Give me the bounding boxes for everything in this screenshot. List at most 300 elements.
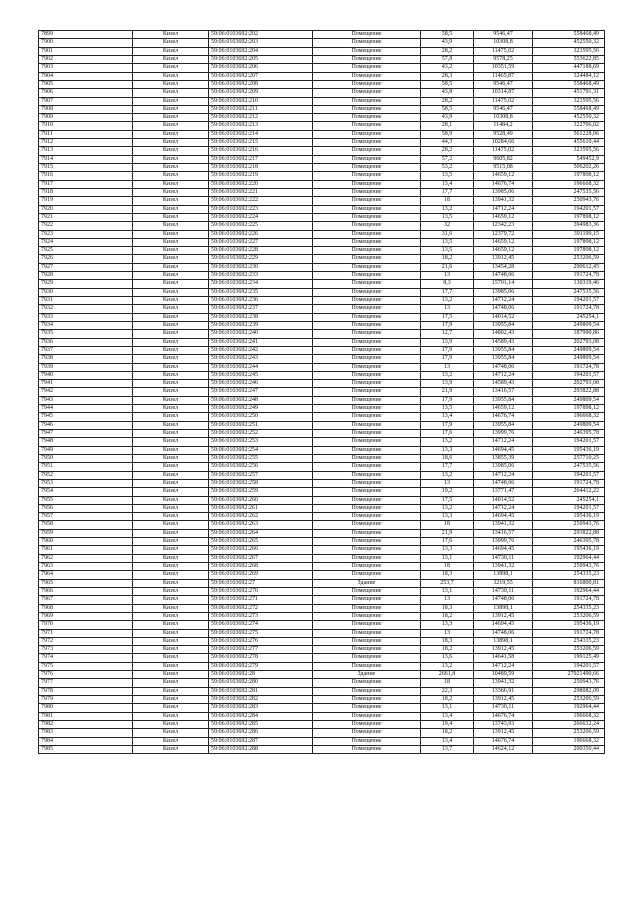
cadastral-number-cell: 59:06:0103692:257 (209, 471, 313, 479)
city-cell: Кизел (133, 172, 209, 180)
cadastral-value-cell: 549452,9 (533, 155, 605, 163)
specific-value-cell: 13898,1 (474, 571, 533, 579)
city-cell: Кизел (133, 321, 209, 329)
cadastral-value-cell: 253206,59 (533, 646, 605, 654)
area-cell: 31,6 (421, 230, 474, 238)
area-cell: 22,3 (421, 687, 474, 695)
object-type-cell: Помещение (313, 47, 421, 55)
cadastral-value-cell: 816800,81 (533, 579, 605, 587)
row-number: 7967 (39, 596, 133, 604)
specific-value-cell: 14014,52 (474, 313, 533, 321)
table-row (39, 563, 605, 571)
area-cell: 43,2 (421, 64, 474, 72)
cadastral-value-cell: 27921490,66 (533, 671, 605, 679)
specific-value-cell: 10308,8 (474, 114, 533, 122)
city-cell: Кизел (133, 504, 209, 512)
specific-value-cell: 11475,02 (474, 147, 533, 155)
area-cell: 58,9 (421, 130, 474, 138)
cadastral-number-cell: 59:06:0103692:206 (209, 64, 313, 72)
row-number: 7909 (39, 114, 133, 122)
row-number: 7938 (39, 355, 133, 363)
cadastral-value-cell: 191724,78 (533, 479, 605, 487)
cadastral-number-cell: 59:06:0103692:243 (209, 355, 313, 363)
object-type-cell: Помещение (313, 554, 421, 562)
specific-value-cell: 14712,24 (474, 297, 533, 305)
cadastral-number-cell: 59:06:0103692:273 (209, 612, 313, 620)
cadastral-value-cell: 391199,15 (533, 230, 605, 238)
row-number: 7932 (39, 305, 133, 313)
cadastral-value-cell: 202793,08 (533, 338, 605, 346)
area-cell: 18,2 (421, 255, 474, 263)
row-number: 7935 (39, 330, 133, 338)
area-cell: 18 (421, 197, 474, 205)
row-number: 7958 (39, 521, 133, 529)
object-type-cell: Помещение (313, 513, 421, 521)
area-cell: 43,8 (421, 89, 474, 97)
cadastral-value-cell: 191724,78 (533, 363, 605, 371)
area-cell: 19,4 (421, 720, 474, 728)
row-number: 7943 (39, 396, 133, 404)
cadastral-number-cell: 59:06:0103692:212 (209, 114, 313, 122)
cadastral-number-cell: 59:06:0103692:249 (209, 405, 313, 413)
row-number: 7916 (39, 172, 133, 180)
area-cell: 18 (421, 521, 474, 529)
table-row (39, 39, 605, 47)
city-cell: Кизел (133, 105, 209, 113)
area-cell: 13,2 (421, 662, 474, 670)
specific-value-cell: 13416,57 (474, 529, 533, 537)
row-number: 7912 (39, 139, 133, 147)
area-cell: 32 (421, 222, 474, 230)
row-number: 7950 (39, 454, 133, 462)
cadastral-number-cell: 59:06:0103692:242 (209, 346, 313, 354)
cadastral-number-cell: 59:06:0103692:207 (209, 72, 313, 80)
cadastral-number-cell: 59:06:0103692:245 (209, 371, 313, 379)
table-row (39, 604, 605, 612)
city-cell: Кизел (133, 438, 209, 446)
city-cell: Кизел (133, 313, 209, 321)
cadastral-value-cell: 324484,12 (533, 72, 605, 80)
cadastral-number-cell: 59:06:0103692:253 (209, 438, 313, 446)
cadastral-number-cell: 59:06:0103692:264 (209, 529, 313, 537)
cadastral-value-cell: 250943,76 (533, 197, 605, 205)
table-row (39, 571, 605, 579)
area-cell: 13,3 (421, 446, 474, 454)
cadastral-number-cell: 59:06:0103692:27 (209, 579, 313, 587)
cadastral-value-cell: 194201,57 (533, 662, 605, 670)
city-cell: Кизел (133, 587, 209, 595)
cadastral-number-cell: 59:06:0103692:218 (209, 164, 313, 172)
cadastral-number-cell: 59:06:0103692:282 (209, 696, 313, 704)
cadastral-value-cell: 195436,19 (533, 446, 605, 454)
cadastral-number-cell: 59:06:0103692:259 (209, 488, 313, 496)
specific-value-cell: 14659,12 (474, 172, 533, 180)
city-cell: Кизел (133, 230, 209, 238)
row-number: 7920 (39, 205, 133, 213)
cadastral-value-cell: 245254,1 (533, 496, 605, 504)
row-number: 7939 (39, 363, 133, 371)
cadastral-value-cell: 194201,57 (533, 471, 605, 479)
area-cell: 43,9 (421, 39, 474, 47)
city-cell: Кизел (133, 621, 209, 629)
city-cell: Кизел (133, 31, 209, 39)
city-cell: Кизел (133, 371, 209, 379)
area-cell: 253,7 (421, 579, 474, 587)
area-cell: 17,7 (421, 288, 474, 296)
specific-value-cell: 13999,76 (474, 430, 533, 438)
city-cell: Кизел (133, 662, 209, 670)
table-row (39, 164, 605, 172)
area-cell: 17,9 (421, 355, 474, 363)
specific-value-cell: 14712,24 (474, 471, 533, 479)
object-type-cell: Помещение (313, 496, 421, 504)
city-cell: Кизел (133, 213, 209, 221)
city-cell: Кизел (133, 97, 209, 105)
cadastral-value-cell: 254335,23 (533, 637, 605, 645)
city-cell: Кизел (133, 272, 209, 280)
cadastral-value-cell: 247535,56 (533, 288, 605, 296)
row-number: 7977 (39, 679, 133, 687)
specific-value-cell: 14712,24 (474, 662, 533, 670)
specific-value-cell: 14659,12 (474, 213, 533, 221)
cadastral-value-cell: 290612,45 (533, 263, 605, 271)
area-cell: 18,3 (421, 637, 474, 645)
row-number: 7978 (39, 687, 133, 695)
cadastral-value-cell: 195436,19 (533, 621, 605, 629)
city-cell: Кизел (133, 147, 209, 155)
specific-value-cell: 14659,12 (474, 238, 533, 246)
specific-value-cell: 14748,06 (474, 479, 533, 487)
area-cell: 28,2 (421, 147, 474, 155)
object-type-cell: Помещение (313, 197, 421, 205)
table-row (39, 612, 605, 620)
area-cell: 28,2 (421, 47, 474, 55)
object-type-cell: Помещение (313, 629, 421, 637)
row-number: 7970 (39, 621, 133, 629)
cadastral-number-cell: 59:06:0103692:270 (209, 587, 313, 595)
area-cell: 13,4 (421, 737, 474, 745)
city-cell: Кизел (133, 330, 209, 338)
table-row (39, 380, 605, 388)
cadastral-value-cell: 250943,76 (533, 563, 605, 571)
cadastral-value-cell: 323595,56 (533, 47, 605, 55)
row-number: 7949 (39, 446, 133, 454)
area-cell: 17,9 (421, 421, 474, 429)
specific-value-cell: 14694,45 (474, 546, 533, 554)
city-cell: Кизел (133, 338, 209, 346)
specific-value-cell: 9546,47 (474, 31, 533, 39)
specific-value-cell: 14589,43 (474, 380, 533, 388)
specific-value-cell: 14694,45 (474, 446, 533, 454)
specific-value-cell: 10308,8 (474, 39, 533, 47)
city-cell: Кизел (133, 479, 209, 487)
area-cell: 13,2 (421, 297, 474, 305)
specific-value-cell: 13454,28 (474, 263, 533, 271)
object-type-cell: Помещение (313, 213, 421, 221)
object-type-cell: Помещение (313, 280, 421, 288)
cadastral-number-cell: 59:06:0103692:235 (209, 288, 313, 296)
object-type-cell: Помещение (313, 571, 421, 579)
specific-value-cell: 9546,47 (474, 80, 533, 88)
row-number: 7957 (39, 513, 133, 521)
object-type-cell: Помещение (313, 164, 421, 172)
city-cell: Кизел (133, 488, 209, 496)
cadastral-value-cell: 558468,49 (533, 105, 605, 113)
area-cell: 13,1 (421, 554, 474, 562)
cadastral-number-cell: 59:06:0103692:262 (209, 513, 313, 521)
table-row (39, 388, 605, 396)
cadastral-value-cell: 194201,57 (533, 438, 605, 446)
city-cell: Кизел (133, 546, 209, 554)
table-row (39, 729, 605, 737)
city-cell: Кизел (133, 421, 209, 429)
specific-value-cell: 13985,06 (474, 288, 533, 296)
area-cell: 13,4 (421, 413, 474, 421)
object-type-cell: Помещение (313, 230, 421, 238)
city-cell: Кизел (133, 463, 209, 471)
area-cell: 18,2 (421, 646, 474, 654)
specific-value-cell: 14712,24 (474, 205, 533, 213)
object-type-cell: Помещение (313, 222, 421, 230)
table-row (39, 313, 605, 321)
cadastral-number-cell: 59:06:0103692:221 (209, 188, 313, 196)
area-cell: 8,3 (421, 280, 474, 288)
row-number: 7965 (39, 579, 133, 587)
area-cell: 13,4 (421, 712, 474, 720)
area-cell: 17,9 (421, 321, 474, 329)
cadastral-value-cell: 191724,78 (533, 305, 605, 313)
row-number: 7963 (39, 563, 133, 571)
cadastral-number-cell: 59:06:0103692:271 (209, 596, 313, 604)
row-number: 7982 (39, 720, 133, 728)
cadastral-number-cell: 59:06:0103692:220 (209, 180, 313, 188)
cadastral-number-cell: 59:06:0103692:287 (209, 737, 313, 745)
area-cell: 13,2 (421, 471, 474, 479)
cadastral-value-cell: 194201,57 (533, 297, 605, 305)
cadastral-value-cell: 200350,44 (533, 745, 605, 753)
table-row (39, 330, 605, 338)
cadastral-value-cell: 196668,32 (533, 413, 605, 421)
cadastral-number-cell: 59:06:0103692:210 (209, 97, 313, 105)
city-cell: Кизел (133, 737, 209, 745)
table-row (39, 47, 605, 55)
specific-value-cell: 14676,74 (474, 180, 533, 188)
cadastral-number-cell: 59:06:0103692:266 (209, 546, 313, 554)
cadastral-number-cell: 59:06:0103692:223 (209, 205, 313, 213)
cadastral-number-cell: 59:06:0103692:228 (209, 247, 313, 255)
cadastral-value-cell: 452550,32 (533, 114, 605, 122)
cadastral-number-cell: 59:06:0103692:211 (209, 105, 313, 113)
area-cell: 13,2 (421, 504, 474, 512)
cadastral-number-cell: 59:06:0103692:222 (209, 197, 313, 205)
table-row (39, 646, 605, 654)
row-number: 7980 (39, 704, 133, 712)
cadastral-number-cell: 59:06:0103692:280 (209, 679, 313, 687)
area-cell: 13,3 (421, 513, 474, 521)
area-cell: 13 (421, 363, 474, 371)
table-row (39, 579, 605, 587)
cadastral-value-cell: 191724,78 (533, 272, 605, 280)
row-number: 7919 (39, 197, 133, 205)
specific-value-cell: 14802,43 (474, 330, 533, 338)
cadastral-value-cell: 394983,36 (533, 222, 605, 230)
cadastral-value-cell: 322706,02 (533, 122, 605, 130)
specific-value-cell: 10351,59 (474, 64, 533, 72)
row-number: 7941 (39, 380, 133, 388)
cadastral-value-table (38, 30, 605, 754)
specific-value-cell: 13912,45 (474, 696, 533, 704)
cadastral-value-cell: 249809,54 (533, 355, 605, 363)
city-cell: Кизел (133, 280, 209, 288)
table-row (39, 80, 605, 88)
row-number: 7904 (39, 72, 133, 80)
table-row (39, 188, 605, 196)
area-cell: 12,7 (421, 330, 474, 338)
row-number: 7975 (39, 662, 133, 670)
specific-value-cell: 14624,12 (474, 745, 533, 753)
row-number: 7944 (39, 405, 133, 413)
specific-value-cell: 14014,52 (474, 496, 533, 504)
area-cell: 18,3 (421, 604, 474, 612)
cadastral-number-cell: 59:06:0103692:236 (209, 297, 313, 305)
city-cell: Кизел (133, 130, 209, 138)
table-row (39, 238, 605, 246)
cadastral-number-cell: 59:06:0103692:278 (209, 654, 313, 662)
table-row (39, 521, 605, 529)
area-cell: 21,9 (421, 529, 474, 537)
table-row (39, 662, 605, 670)
object-type-cell: Помещение (313, 313, 421, 321)
city-cell: Кизел (133, 637, 209, 645)
cadastral-value-cell: 249809,54 (533, 421, 605, 429)
specific-value-cell: 13985,06 (474, 463, 533, 471)
table-row (39, 413, 605, 421)
area-cell: 13,5 (421, 213, 474, 221)
row-number: 7933 (39, 313, 133, 321)
city-cell: Кизел (133, 405, 209, 413)
area-cell: 13 (421, 305, 474, 313)
table-row (39, 720, 605, 728)
city-cell: Кизел (133, 180, 209, 188)
cadastral-value-cell: 246395,78 (533, 430, 605, 438)
object-type-cell: Помещение (313, 363, 421, 371)
specific-value-cell: 14748,06 (474, 363, 533, 371)
cadastral-number-cell: 59:06:0103692:239 (209, 321, 313, 329)
row-number: 7934 (39, 321, 133, 329)
table-row (39, 172, 605, 180)
table-row (39, 263, 605, 271)
row-number: 7976 (39, 671, 133, 679)
specific-value-cell: 13912,45 (474, 612, 533, 620)
row-number: 7985 (39, 745, 133, 753)
row-number: 7927 (39, 263, 133, 271)
specific-value-cell: 13941,32 (474, 521, 533, 529)
cadastral-number-cell: 59:06:0103692:205 (209, 55, 313, 63)
table-row (39, 463, 605, 471)
row-number: 7964 (39, 571, 133, 579)
city-cell: Кизел (133, 122, 209, 130)
specific-value-cell: 9515,08 (474, 164, 533, 172)
table-row (39, 737, 605, 745)
table-row (39, 496, 605, 504)
area-cell: 13 (421, 479, 474, 487)
city-cell: Кизел (133, 413, 209, 421)
cadastral-value-cell: 452550,32 (533, 39, 605, 47)
table-row (39, 64, 605, 72)
table-row (39, 89, 605, 97)
object-type-cell: Помещение (313, 297, 421, 305)
cadastral-value-cell: 266632,24 (533, 720, 605, 728)
cadastral-value-cell: 249809,54 (533, 396, 605, 404)
city-cell: Кизел (133, 64, 209, 72)
cadastral-value-cell: 249809,54 (533, 346, 605, 354)
area-cell: 17,5 (421, 313, 474, 321)
area-cell: 18,2 (421, 612, 474, 620)
object-type-cell: Помещение (313, 288, 421, 296)
row-number: 7900 (39, 39, 133, 47)
cadastral-number-cell: 59:06:0103692:256 (209, 463, 313, 471)
row-number: 7960 (39, 538, 133, 546)
table-row (39, 745, 605, 753)
city-cell: Кизел (133, 513, 209, 521)
specific-value-cell: 13955,84 (474, 346, 533, 354)
specific-value-cell: 9578,25 (474, 55, 533, 63)
cadastral-number-cell: 59:06:0103692:279 (209, 662, 313, 670)
object-type-cell: Помещение (313, 596, 421, 604)
specific-value-cell: 9605,82 (474, 155, 533, 163)
cadastral-value-cell: 194201,57 (533, 371, 605, 379)
object-type-cell: Помещение (313, 55, 421, 63)
object-type-cell: Помещение (313, 729, 421, 737)
cadastral-number-cell: 59:06:0103692:274 (209, 621, 313, 629)
object-type-cell: Помещение (313, 612, 421, 620)
city-cell: Кизел (133, 712, 209, 720)
cadastral-number-cell: 59:06:0103692:208 (209, 80, 313, 88)
row-number: 7981 (39, 712, 133, 720)
cadastral-number-cell: 59:06:0103692:247 (209, 388, 313, 396)
city-cell: Кизел (133, 297, 209, 305)
cadastral-number-cell: 59:06:0103692:226 (209, 230, 313, 238)
object-type-cell: Помещение (313, 438, 421, 446)
row-number: 7956 (39, 504, 133, 512)
table-row (39, 546, 605, 554)
cadastral-number-cell: 59:06:0103692:229 (209, 255, 313, 263)
city-cell: Кизел (133, 430, 209, 438)
area-cell: 58,5 (421, 31, 474, 39)
object-type-cell: Помещение (313, 114, 421, 122)
specific-value-cell: 14748,06 (474, 305, 533, 313)
cadastral-number-cell: 59:06:0103692:227 (209, 238, 313, 246)
row-number: 7984 (39, 737, 133, 745)
city-cell: Кизел (133, 446, 209, 454)
table-row (39, 288, 605, 296)
object-type-cell: Помещение (313, 388, 421, 396)
row-number: 7940 (39, 371, 133, 379)
table-row (39, 122, 605, 130)
cadastral-value-cell: 249809,54 (533, 321, 605, 329)
cadastral-number-cell: 59:06:0103692:28 (209, 671, 313, 679)
city-cell: Кизел (133, 646, 209, 654)
area-cell: 13,1 (421, 704, 474, 712)
cadastral-value-cell: 194201,57 (533, 205, 605, 213)
specific-value-cell: 14659,12 (474, 247, 533, 255)
table-row (39, 687, 605, 695)
area-cell: 13,4 (421, 180, 474, 188)
area-cell: 13,2 (421, 205, 474, 213)
table-row (39, 139, 605, 147)
area-cell: 13 (421, 596, 474, 604)
cadastral-value-cell: 558468,49 (533, 31, 605, 39)
